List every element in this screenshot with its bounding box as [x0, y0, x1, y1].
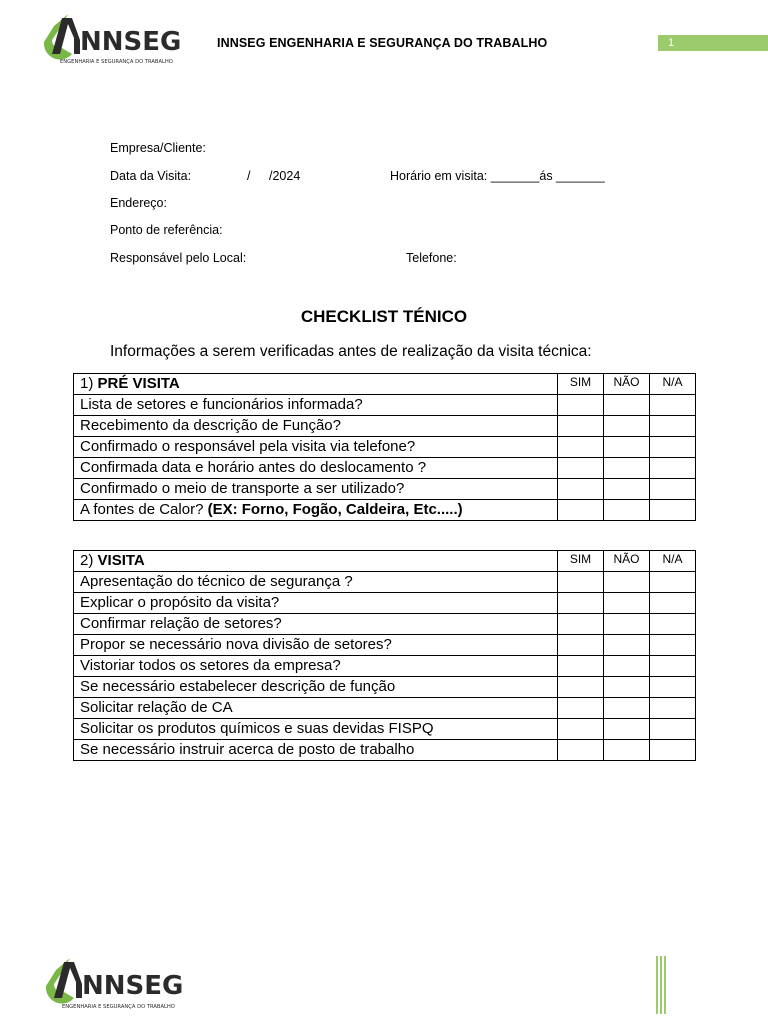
check-cell-sim[interactable]: [558, 719, 604, 740]
item-label: Solicitar relação de CA: [74, 698, 558, 719]
check-cell-sim[interactable]: [558, 740, 604, 761]
page-number-bar: [658, 35, 768, 51]
check-cell-na[interactable]: [650, 416, 696, 437]
field-data-separator: /: [247, 169, 251, 183]
field-data-visita: Data da Visita:: [110, 169, 192, 183]
checklist-visita: [73, 550, 696, 761]
check-cell-na[interactable]: [650, 635, 696, 656]
check-cell-na[interactable]: [650, 479, 696, 500]
check-cell-nao[interactable]: [604, 698, 650, 719]
item-label: Recebimento da descrição de Função?: [74, 416, 558, 437]
table-row: [74, 719, 696, 740]
item-label: [74, 500, 558, 521]
table-header-row: [74, 374, 696, 395]
section-number: 2): [80, 552, 94, 569]
check-cell-na[interactable]: [650, 698, 696, 719]
document-title: CHECKLIST TÉNICO: [300, 307, 468, 326]
item-label: Vistoriar todos os setores da empresa?: [74, 656, 558, 677]
check-cell-sim[interactable]: [558, 437, 604, 458]
check-cell-na[interactable]: [650, 437, 696, 458]
column-na: N/A: [650, 374, 696, 395]
field-referencia: Ponto de referência:: [110, 223, 223, 237]
check-cell-na[interactable]: [650, 458, 696, 479]
table-row: [74, 593, 696, 614]
check-cell-nao[interactable]: [604, 719, 650, 740]
field-horario: Horário em visita: _______ás _______: [390, 169, 605, 183]
check-cell-nao[interactable]: [604, 416, 650, 437]
table-row: [74, 740, 696, 761]
document-subtitle: Informações a serem verificadas antes de realização da visita técnica:: [110, 343, 592, 360]
check-cell-na[interactable]: [650, 614, 696, 635]
table-row: [74, 479, 696, 500]
table-row: [74, 395, 696, 416]
checklist-pre-visita: [73, 373, 696, 521]
check-cell-nao[interactable]: [604, 437, 650, 458]
footer-decoration-bars: [656, 956, 668, 1014]
item-label: Confirmado o meio de transporte a ser utilizado?: [74, 479, 558, 500]
item-label: Confirmado o responsável pela visita via telefone?: [74, 437, 558, 458]
item-label: Confirmada data e horário antes do deslocamento ?: [74, 458, 558, 479]
table-row: [74, 572, 696, 593]
table-row: [74, 458, 696, 479]
field-data-year: /2024: [269, 169, 301, 183]
check-cell-sim[interactable]: [558, 677, 604, 698]
decor-bar: [656, 956, 658, 1014]
check-cell-nao[interactable]: [604, 740, 650, 761]
item-label: Propor se necessário nova divisão de setores?: [74, 635, 558, 656]
table-row: [74, 677, 696, 698]
item-label: Confirmar relação de setores?: [74, 614, 558, 635]
check-cell-na[interactable]: [650, 395, 696, 416]
check-cell-na[interactable]: [650, 656, 696, 677]
item-label: Solicitar os produtos químicos e suas devidas FISPQ: [74, 719, 558, 740]
column-sim: SIM: [558, 374, 604, 395]
item-label: Se necessário instruir acerca de posto de trabalho: [74, 740, 558, 761]
item-label: Lista de setores e funcionários informada?: [74, 395, 558, 416]
field-endereco: Endereço:: [110, 196, 167, 210]
check-cell-na[interactable]: [650, 572, 696, 593]
table-row: [74, 500, 696, 521]
check-cell-nao[interactable]: [604, 656, 650, 677]
check-cell-sim[interactable]: [558, 698, 604, 719]
check-cell-sim[interactable]: [558, 416, 604, 437]
check-cell-sim[interactable]: [558, 458, 604, 479]
check-cell-nao[interactable]: [604, 395, 650, 416]
decor-bar: [664, 956, 666, 1014]
check-cell-sim[interactable]: [558, 572, 604, 593]
check-cell-nao[interactable]: [604, 677, 650, 698]
item-label-example: (EX: Forno, Fogão, Caldeira, Etc.....): [207, 501, 463, 518]
check-cell-na[interactable]: [650, 500, 696, 521]
field-empresa: Empresa/Cliente:: [110, 141, 206, 155]
check-cell-na[interactable]: [650, 593, 696, 614]
check-cell-nao[interactable]: [604, 500, 650, 521]
logo-tagline: ENGENHARIA E SEGURANÇA DO TRABALHO: [60, 59, 173, 65]
check-cell-nao[interactable]: [604, 593, 650, 614]
check-cell-na[interactable]: [650, 677, 696, 698]
table-row: [74, 698, 696, 719]
check-cell-nao[interactable]: [604, 635, 650, 656]
section-name: VISITA: [97, 552, 145, 569]
column-na: N/A: [650, 551, 696, 572]
innseg-footer-logo: [40, 952, 192, 1012]
footer-logo-tagline: ENGENHARIA E SEGURANÇA DO TRABALHO: [62, 1004, 175, 1010]
table-row: [74, 437, 696, 458]
field-telefone: Telefone:: [406, 251, 457, 265]
check-cell-sim[interactable]: [558, 635, 604, 656]
footer-logo-wordmark: NNSEG: [82, 971, 184, 1001]
check-cell-na[interactable]: [650, 740, 696, 761]
item-label: Apresentação do técnico de segurança ?: [74, 572, 558, 593]
field-responsavel: Responsável pelo Local:: [110, 251, 247, 265]
check-cell-sim[interactable]: [558, 593, 604, 614]
innseg-logo: [38, 10, 188, 66]
table-row: [74, 614, 696, 635]
check-cell-nao[interactable]: [604, 572, 650, 593]
header-title: INNSEG ENGENHARIA E SEGURANÇA DO TRABALHO: [217, 36, 548, 50]
item-label: Se necessário estabelecer descrição de função: [74, 677, 558, 698]
table-header-row: [74, 551, 696, 572]
check-cell-sim[interactable]: [558, 500, 604, 521]
check-cell-nao[interactable]: [604, 479, 650, 500]
section-heading: [74, 374, 558, 395]
column-nao: NÃO: [604, 374, 650, 395]
section-number: 1): [80, 375, 94, 392]
page-number: 1: [668, 37, 675, 49]
check-cell-nao[interactable]: [604, 458, 650, 479]
item-label-prefix: A fontes de Calor?: [80, 501, 204, 518]
check-cell-sim[interactable]: [558, 656, 604, 677]
column-sim: SIM: [558, 551, 604, 572]
check-cell-na[interactable]: [650, 719, 696, 740]
decor-bar: [660, 956, 662, 1014]
section-heading: [74, 551, 558, 572]
check-cell-sim[interactable]: [558, 479, 604, 500]
check-cell-sim[interactable]: [558, 395, 604, 416]
logo-wordmark: NNSEG: [80, 27, 182, 57]
section-name: PRÉ VISITA: [97, 375, 180, 392]
table-row: [74, 416, 696, 437]
check-cell-nao[interactable]: [604, 614, 650, 635]
table-row: [74, 635, 696, 656]
item-label: Explicar o propósito da visita?: [74, 593, 558, 614]
table-row: [74, 656, 696, 677]
column-nao: NÃO: [604, 551, 650, 572]
check-cell-sim[interactable]: [558, 614, 604, 635]
